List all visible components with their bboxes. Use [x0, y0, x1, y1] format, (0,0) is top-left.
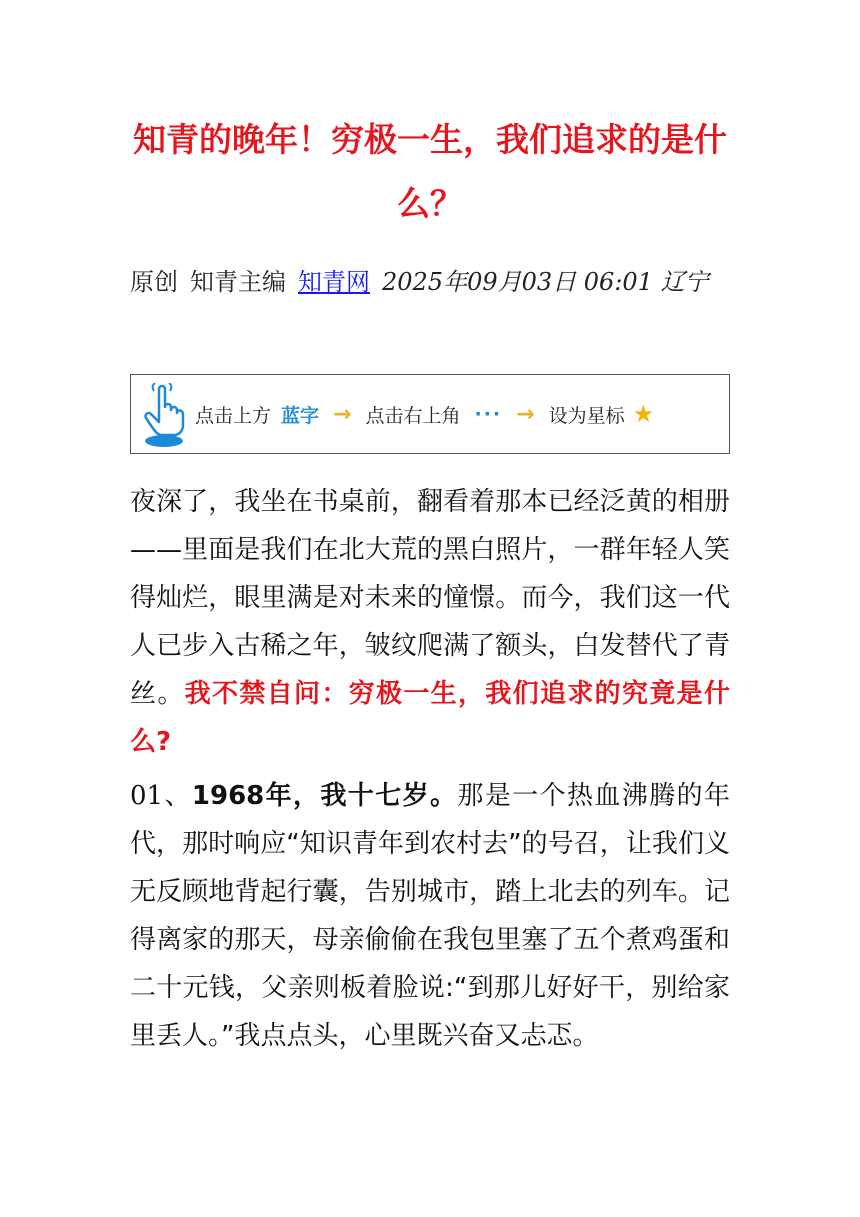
original-tag: 原创 [130, 268, 178, 296]
section-lead: 1968年，我十七岁。 [191, 781, 458, 811]
banner-blue-text[interactable]: 蓝字 [281, 404, 320, 427]
banner-instructions [195, 375, 729, 453]
paragraph-intro-highlight: 我不禁自问：穷极一生，我们追求的究竟是什么? [130, 679, 730, 757]
banner-text-click-top: 点击上方 [195, 404, 272, 427]
arrow-right-icon: → [516, 401, 535, 427]
paragraph-intro-text: 夜深了，我坐在书桌前，翻看着那本已经泛黄的相册——里面是我们在北大荒的黑白照片，一群年轻人笑得灿烂，眼里满是对未来的憧憬。而今，我们这一代人已步入古稀之年，皱纹爬满了额头，白发替代了青丝。 [130, 487, 730, 709]
paragraph-intro [130, 478, 730, 766]
pointing-hand-icon [141, 383, 187, 449]
more-dots-icon: ··· [474, 403, 503, 425]
article-title: 知青的晚年！穷极一生，我们追求的是什么？ [133, 120, 727, 223]
paragraph-1968 [130, 772, 730, 1060]
follow-banner [130, 374, 730, 454]
arrow-right-icon: → [333, 401, 352, 427]
star-icon: ★ [632, 400, 655, 428]
banner-text-star: 设为星标 [548, 404, 625, 427]
banner-text-click-corner: 点击右上角 [365, 404, 461, 427]
section-number: 01、 [130, 781, 192, 811]
paragraph-1968-text: 那是一个热血沸腾的年代，那时响应“知识青年到农村去”的号召，让我们义无反顾地背起行囊，告别城市，踏上北去的列车。记得离家的那天，母亲偷偷在我包里塞了五个煮鸡蛋和二十元钱，父亲则板着脸说:“到那儿好好干，别给家里丢人。”我点点头，心里既兴奋又忐忑。 [130, 781, 730, 1051]
author-name: 知青主编 [190, 268, 286, 296]
article-meta [130, 258, 740, 306]
source-link[interactable]: 知青网 [298, 268, 370, 296]
publish-datetime: 2025年09月03日 06:01 辽宁 [382, 268, 709, 296]
